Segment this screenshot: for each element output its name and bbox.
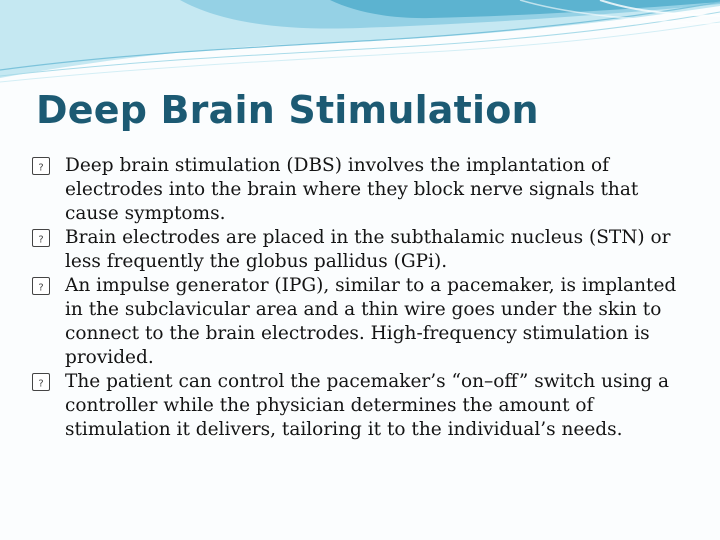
wave-header-decoration: [0, 0, 720, 90]
svg-text:?: ?: [38, 234, 44, 246]
svg-text:?: ?: [38, 162, 44, 174]
bullet-text: The patient can control the pacemaker’s “on–off” switch using a controller while the physician determines the amount of stimulation it delivers, tailoring it to the individual’s needs.: [65, 371, 670, 440]
bullet-item: [32, 274, 684, 370]
replacement-char-box-icon: [32, 229, 50, 247]
replacement-char-box-icon: [32, 157, 50, 175]
bullet-text: An impulse generator (IPG), similar to a pacemaker, is implanted in the subclavicular area and a thin wire goes under the skin to connect to the brain electrodes. High-frequency stimulation is provided.: [65, 275, 677, 368]
bullet-text: Deep brain stimulation (DBS) involves the implantation of electrodes into the brain where they block nerve signals that cause symptoms.: [65, 155, 639, 224]
bullet-item: [32, 370, 684, 442]
replacement-char-box-icon: [32, 277, 50, 295]
svg-text:?: ?: [38, 378, 44, 390]
bullet-item: [32, 226, 684, 274]
replacement-char-box-icon: [32, 373, 50, 391]
bullet-item: [32, 154, 684, 226]
slide-title: Deep Brain Stimulation: [36, 88, 539, 132]
svg-text:?: ?: [38, 282, 44, 294]
bullet-list: [32, 154, 684, 442]
bullet-text: Brain electrodes are placed in the subthalamic nucleus (STN) or less frequently the globus pallidus (GPi).: [65, 227, 671, 272]
